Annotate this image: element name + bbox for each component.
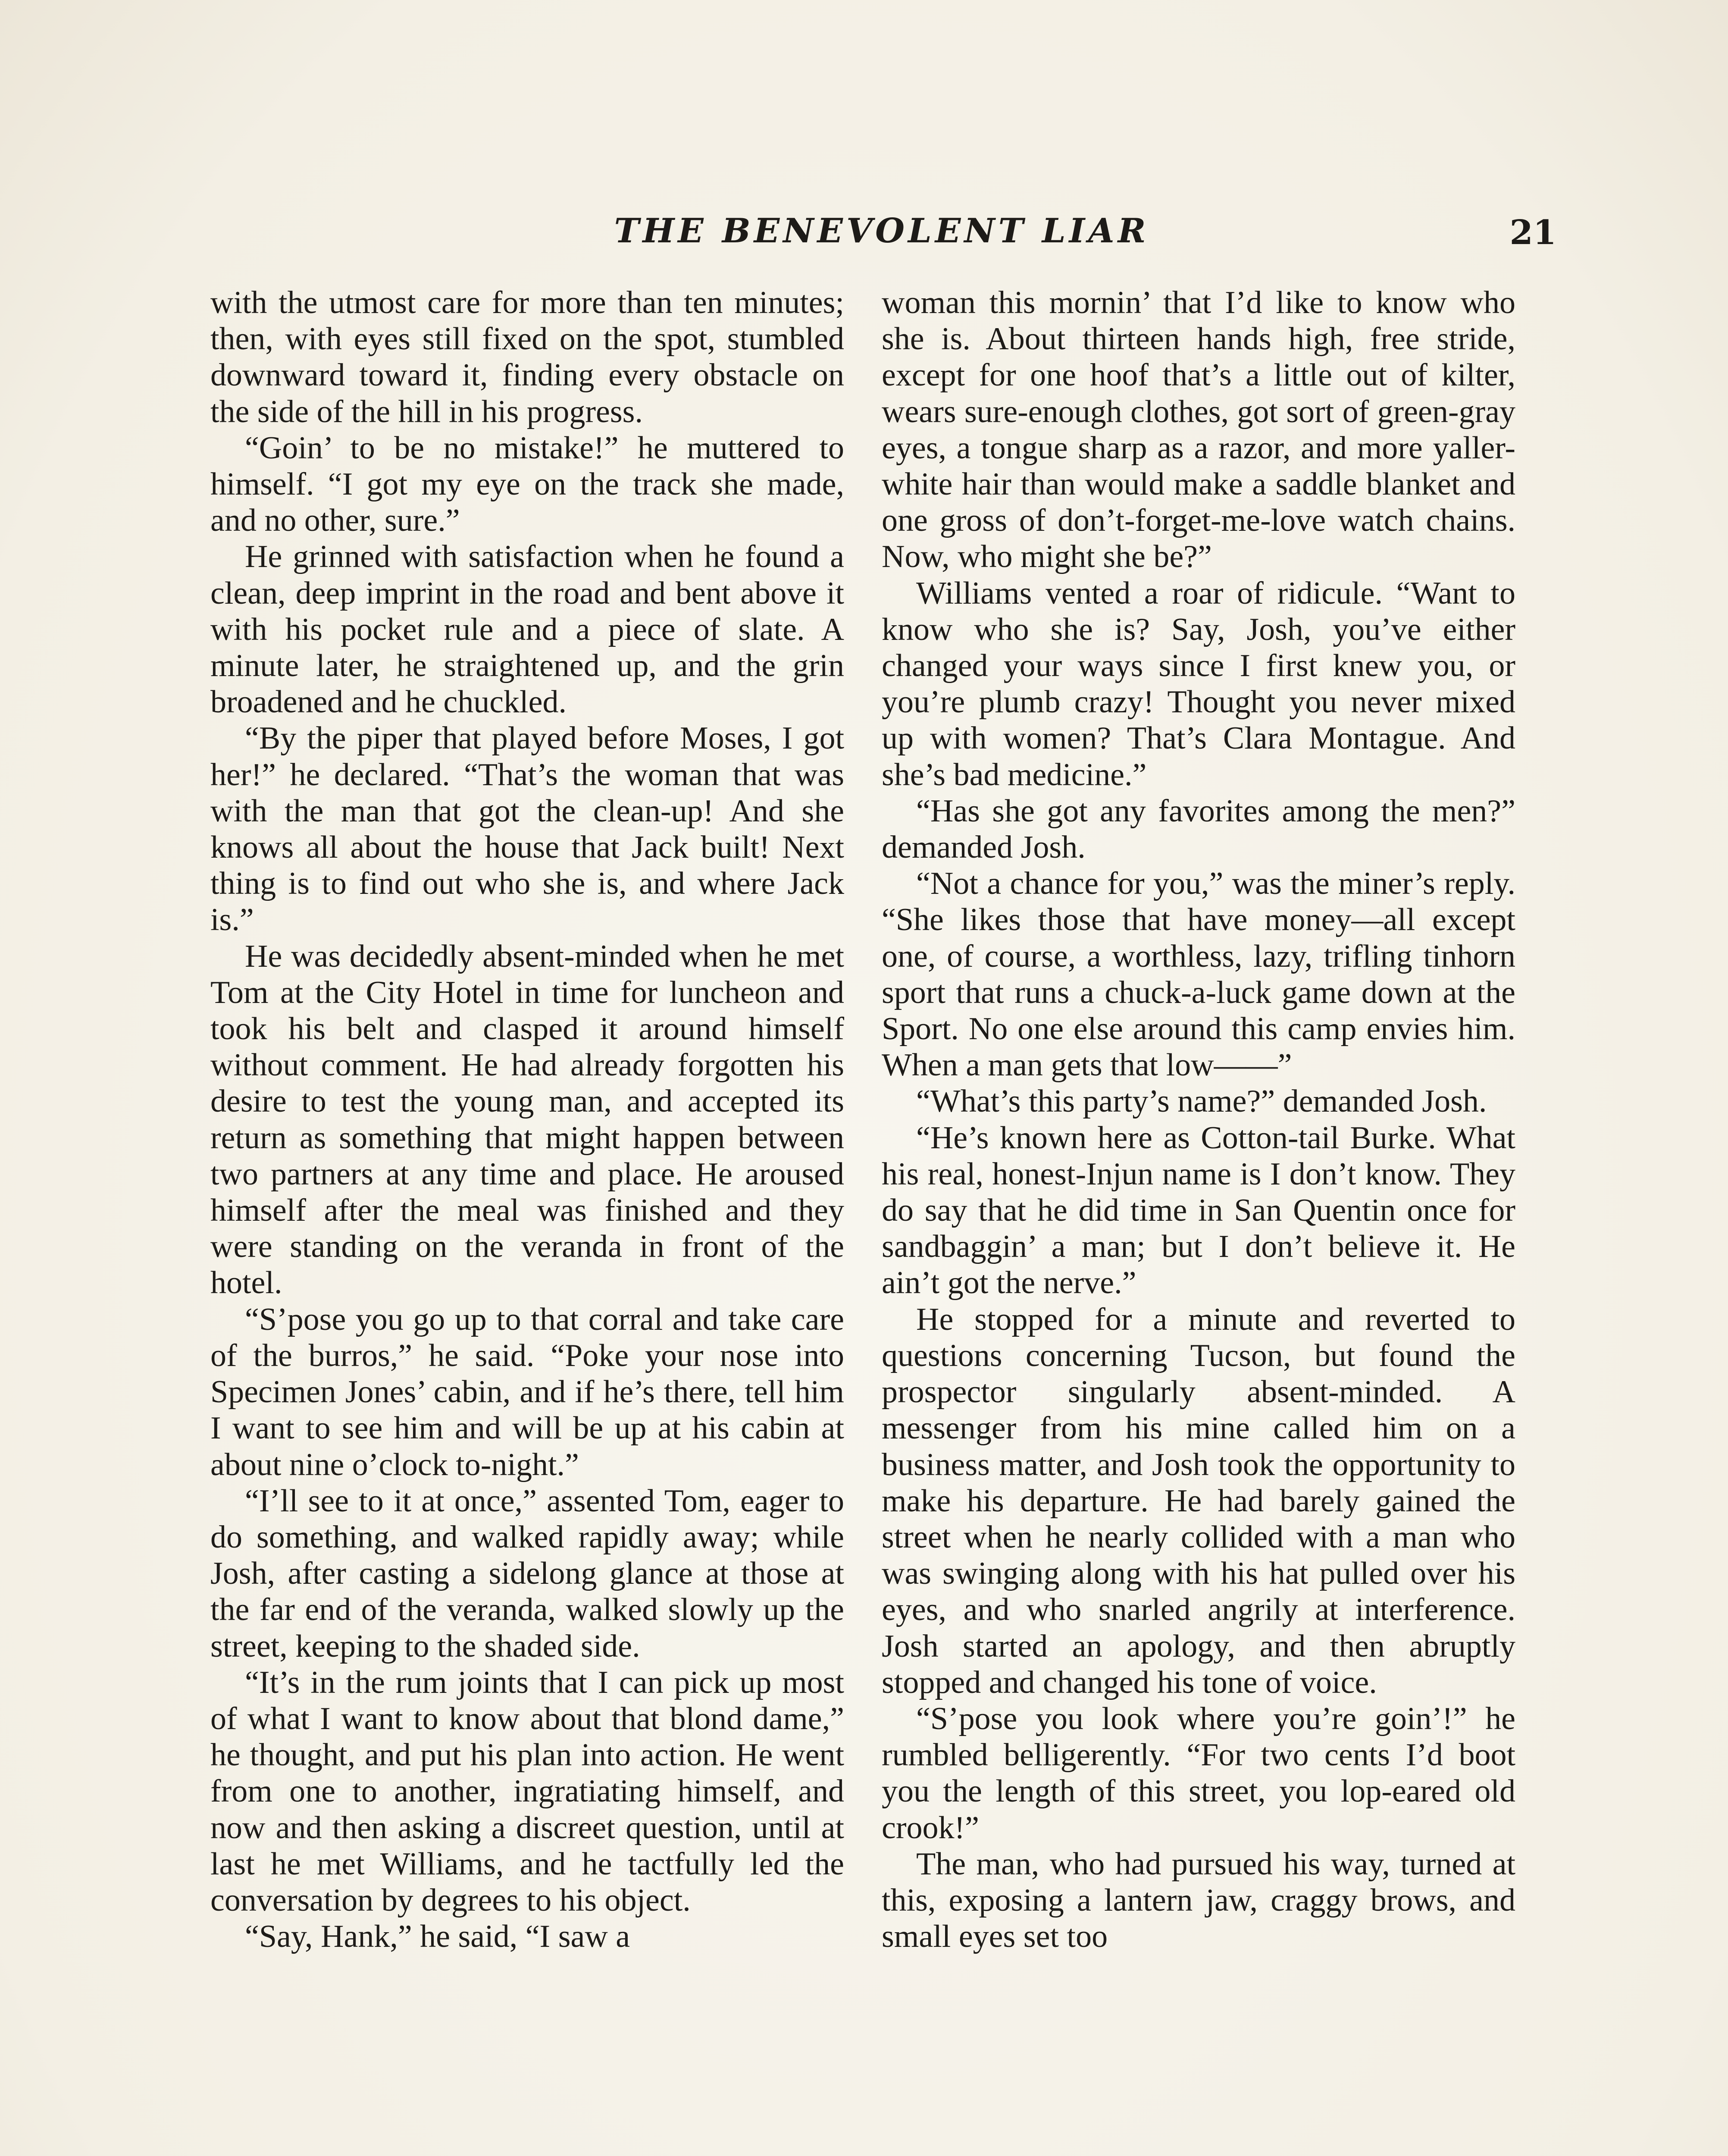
paragraph: “Has she got any favorites among the men?” demanded Josh. [882, 793, 1515, 865]
paragraph: “Not a chance for you,” was the miner’s reply. “She likes those that have money—all except one, of course, a worthless, lazy, trifling tinhorn sport that runs a chuck-a-luck game down at the Sport. No one else around this camp envies him. When a man gets that low——” [882, 866, 1515, 1083]
paragraph: He grinned with satisfaction when he found a clean, deep imprint in the road and bent above it with his pocket rule and a piece of slate. A minute later, he straightened up, and the grin broadened and he chuckled. [210, 539, 844, 720]
page-number: 21 [1509, 213, 1556, 252]
paragraph: He stopped for a minute and reverted to questions concerning Tucson, but found the prospector singularly absent-minded. A messenger from his mine called him on a business matter, and Josh took the opportunity to make his departure. He had barely gained the street when he nearly collided with a man who was swinging along with his hat pulled over his eyes, and who snarled angrily at interference. Josh started an apology, and then abruptly stopped and changed his tone of voice. [882, 1301, 1515, 1700]
paragraph: “Goin’ to be no mistake!” he muttered to himself. “I got my eye on the track she made, and no other, sure.” [210, 430, 844, 539]
paragraph: “Say, Hank,” he said, “I saw a [245, 1919, 630, 1955]
paragraph: Williams vented a roar of ridicule. “Want to know who she is? Say, Josh, you’ve either changed your ways since I first knew you, or you’re plumb crazy! Thought you never mixed up with women? That’s Clara Montague. And she’s bad medicine.” [882, 575, 1515, 793]
paragraph: “S’pose you look where you’re goin’!” he rumbled belligerently. “For two cents I’d boot you the length of this street, you lop-eared old crook!” [882, 1701, 1515, 1846]
paragraph: “S’pose you go up to that corral and take care of the burros,” he said. “Poke your nose into Specimen Jones’ cabin, and if he’s there, tell him I want to see him and will be up at his cabin at about nine o’clock to-night.” [210, 1301, 844, 1482]
paragraph: with the utmost care for more than ten minutes; then, with eyes still fixed on the spot, stumbled downward toward it, finding every obstacle on the side of the hill in his progress. [210, 285, 844, 429]
right-text-column [882, 285, 1515, 1955]
paragraph: “It’s in the rum joints that I can pick up most of what I want to know about that blond dame,” he thought, and put his plan into action. He went from one to another, ingratiating himself, and now and then asking a discreet question, until at last he met Williams, and he tactfully led the conversation by degrees to his object. [210, 1664, 844, 1918]
left-text-column [210, 285, 844, 1955]
paragraph: woman this mornin’ that I’d like to know who she is. About thirteen hands high, free stride, except for one hoof that’s a little out of kilter, wears sure-enough clothes, got sort of green-gray eyes, a tongue sharp as a razor, and more yaller-white hair than would make a saddle blanket and one gross of don’t-forget-me-love watch chains. Now, who might she be?” [882, 285, 1515, 575]
running-title: THE BENEVOLENT LIAR [614, 211, 1149, 251]
paragraph: “I’ll see to it at once,” assented Tom, eager to do something, and walked rapidly away; while Josh, after casting a sidelong glance at those at the far end of the veranda, walked slowly up the street, keeping to the shaded side. [210, 1483, 844, 1664]
paragraph: He was decidedly absent-minded when he met Tom at the City Hotel in time for luncheon and took his belt and clasped it around himself without comment. He had already forgotten his desire to test the young man, and accepted its return as something that might happen between two partners at any time and place. He aroused himself after the meal was finished and they were standing on the veranda in front of the hotel. [210, 938, 844, 1301]
paragraph: “He’s known here as Cotton-tail Burke. What his real, honest-Injun name is I don’t know. They do say that he did time in San Quentin once for sandbaggin’ a man; but I don’t believe it. He ain’t got the nerve.” [882, 1120, 1515, 1301]
paragraph: The man, who had pursued his way, turned at this, exposing a lantern jaw, craggy brows, and small eyes set too [882, 1846, 1515, 1955]
paragraph: “By the piper that played before Moses, I got her!” he declared. “That’s the woman that was with the man that got the clean-up! And she knows all about the house that Jack built! Next thing is to find out who she is, and where Jack is.” [210, 721, 844, 938]
paragraph: “What’s this party’s name?” demanded Josh. [916, 1084, 1487, 1119]
running-head [207, 203, 1556, 263]
